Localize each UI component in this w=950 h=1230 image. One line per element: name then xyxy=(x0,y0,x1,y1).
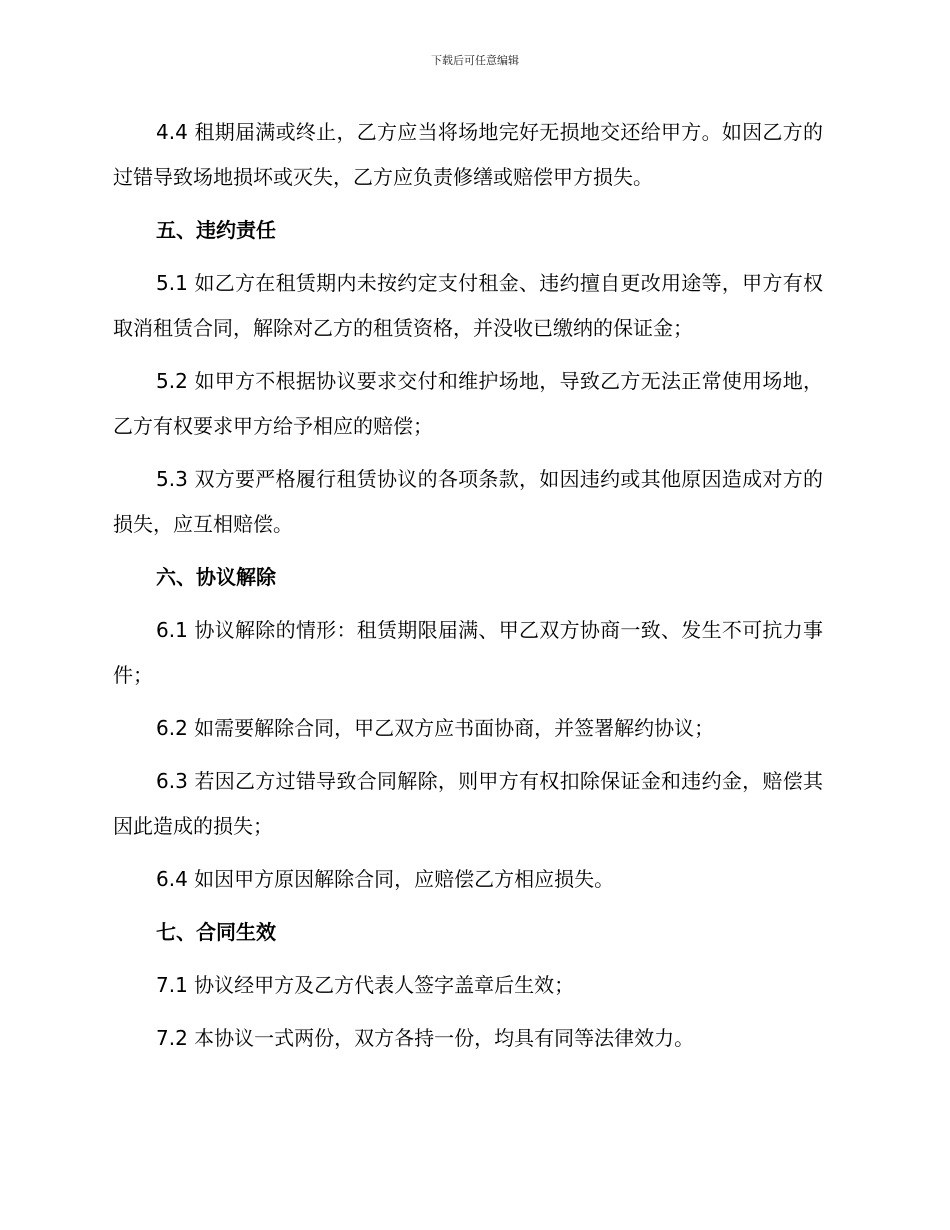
document-body xyxy=(113,110,823,1061)
clause-5-2: 5.2 如甲方不根据协议要求交付和维护场地，导致乙方无法正常使用场地，乙方有权要求甲方给予相应的赔偿； xyxy=(113,369,823,438)
section-heading-breach-liability: 五、违约责任 xyxy=(156,218,276,242)
clause-7-2: 7.2 本协议一式两份，双方各持一份，均具有同等法律效力。 xyxy=(156,1026,695,1050)
page-header: 下载后可任意编辑 xyxy=(431,54,519,67)
clause-6-4: 6.4 如因甲方原因解除合同，应赔偿乙方相应损失。 xyxy=(156,867,615,891)
section-heading-effectiveness: 七、合同生效 xyxy=(156,920,276,944)
clause-4-4: 4.4 租期届满或终止，乙方应当将场地完好无损地交还给甲方。如因乙方的过错导致场地损坏或灭失，乙方应负责修缮或赔偿甲方损失。 xyxy=(113,120,823,189)
section-heading-termination: 六、协议解除 xyxy=(156,565,276,589)
clause-6-2: 6.2 如需要解除合同，甲乙双方应书面协商，并签署解约协议； xyxy=(156,716,715,740)
clause-6-1: 6.1 协议解除的情形：租赁期限届满、甲乙双方协商一致、发生不可抗力事件； xyxy=(113,618,823,687)
clause-5-1: 5.1 如乙方在租赁期内未按约定支付租金、违约擅自更改用途等，甲方有权取消租赁合同，解除对乙方的租赁资格，并没收已缴纳的保证金； xyxy=(113,271,823,340)
clause-6-3: 6.3 若因乙方过错导致合同解除，则甲方有权扣除保证金和违约金，赔偿其因此造成的损失； xyxy=(113,769,823,838)
clause-7-1: 7.1 协议经甲方及乙方代表人签字盖章后生效； xyxy=(156,973,575,997)
clause-5-3: 5.3 双方要严格履行租赁协议的各项条款，如因违约或其他原因造成对方的损失，应互相赔偿。 xyxy=(113,467,823,536)
